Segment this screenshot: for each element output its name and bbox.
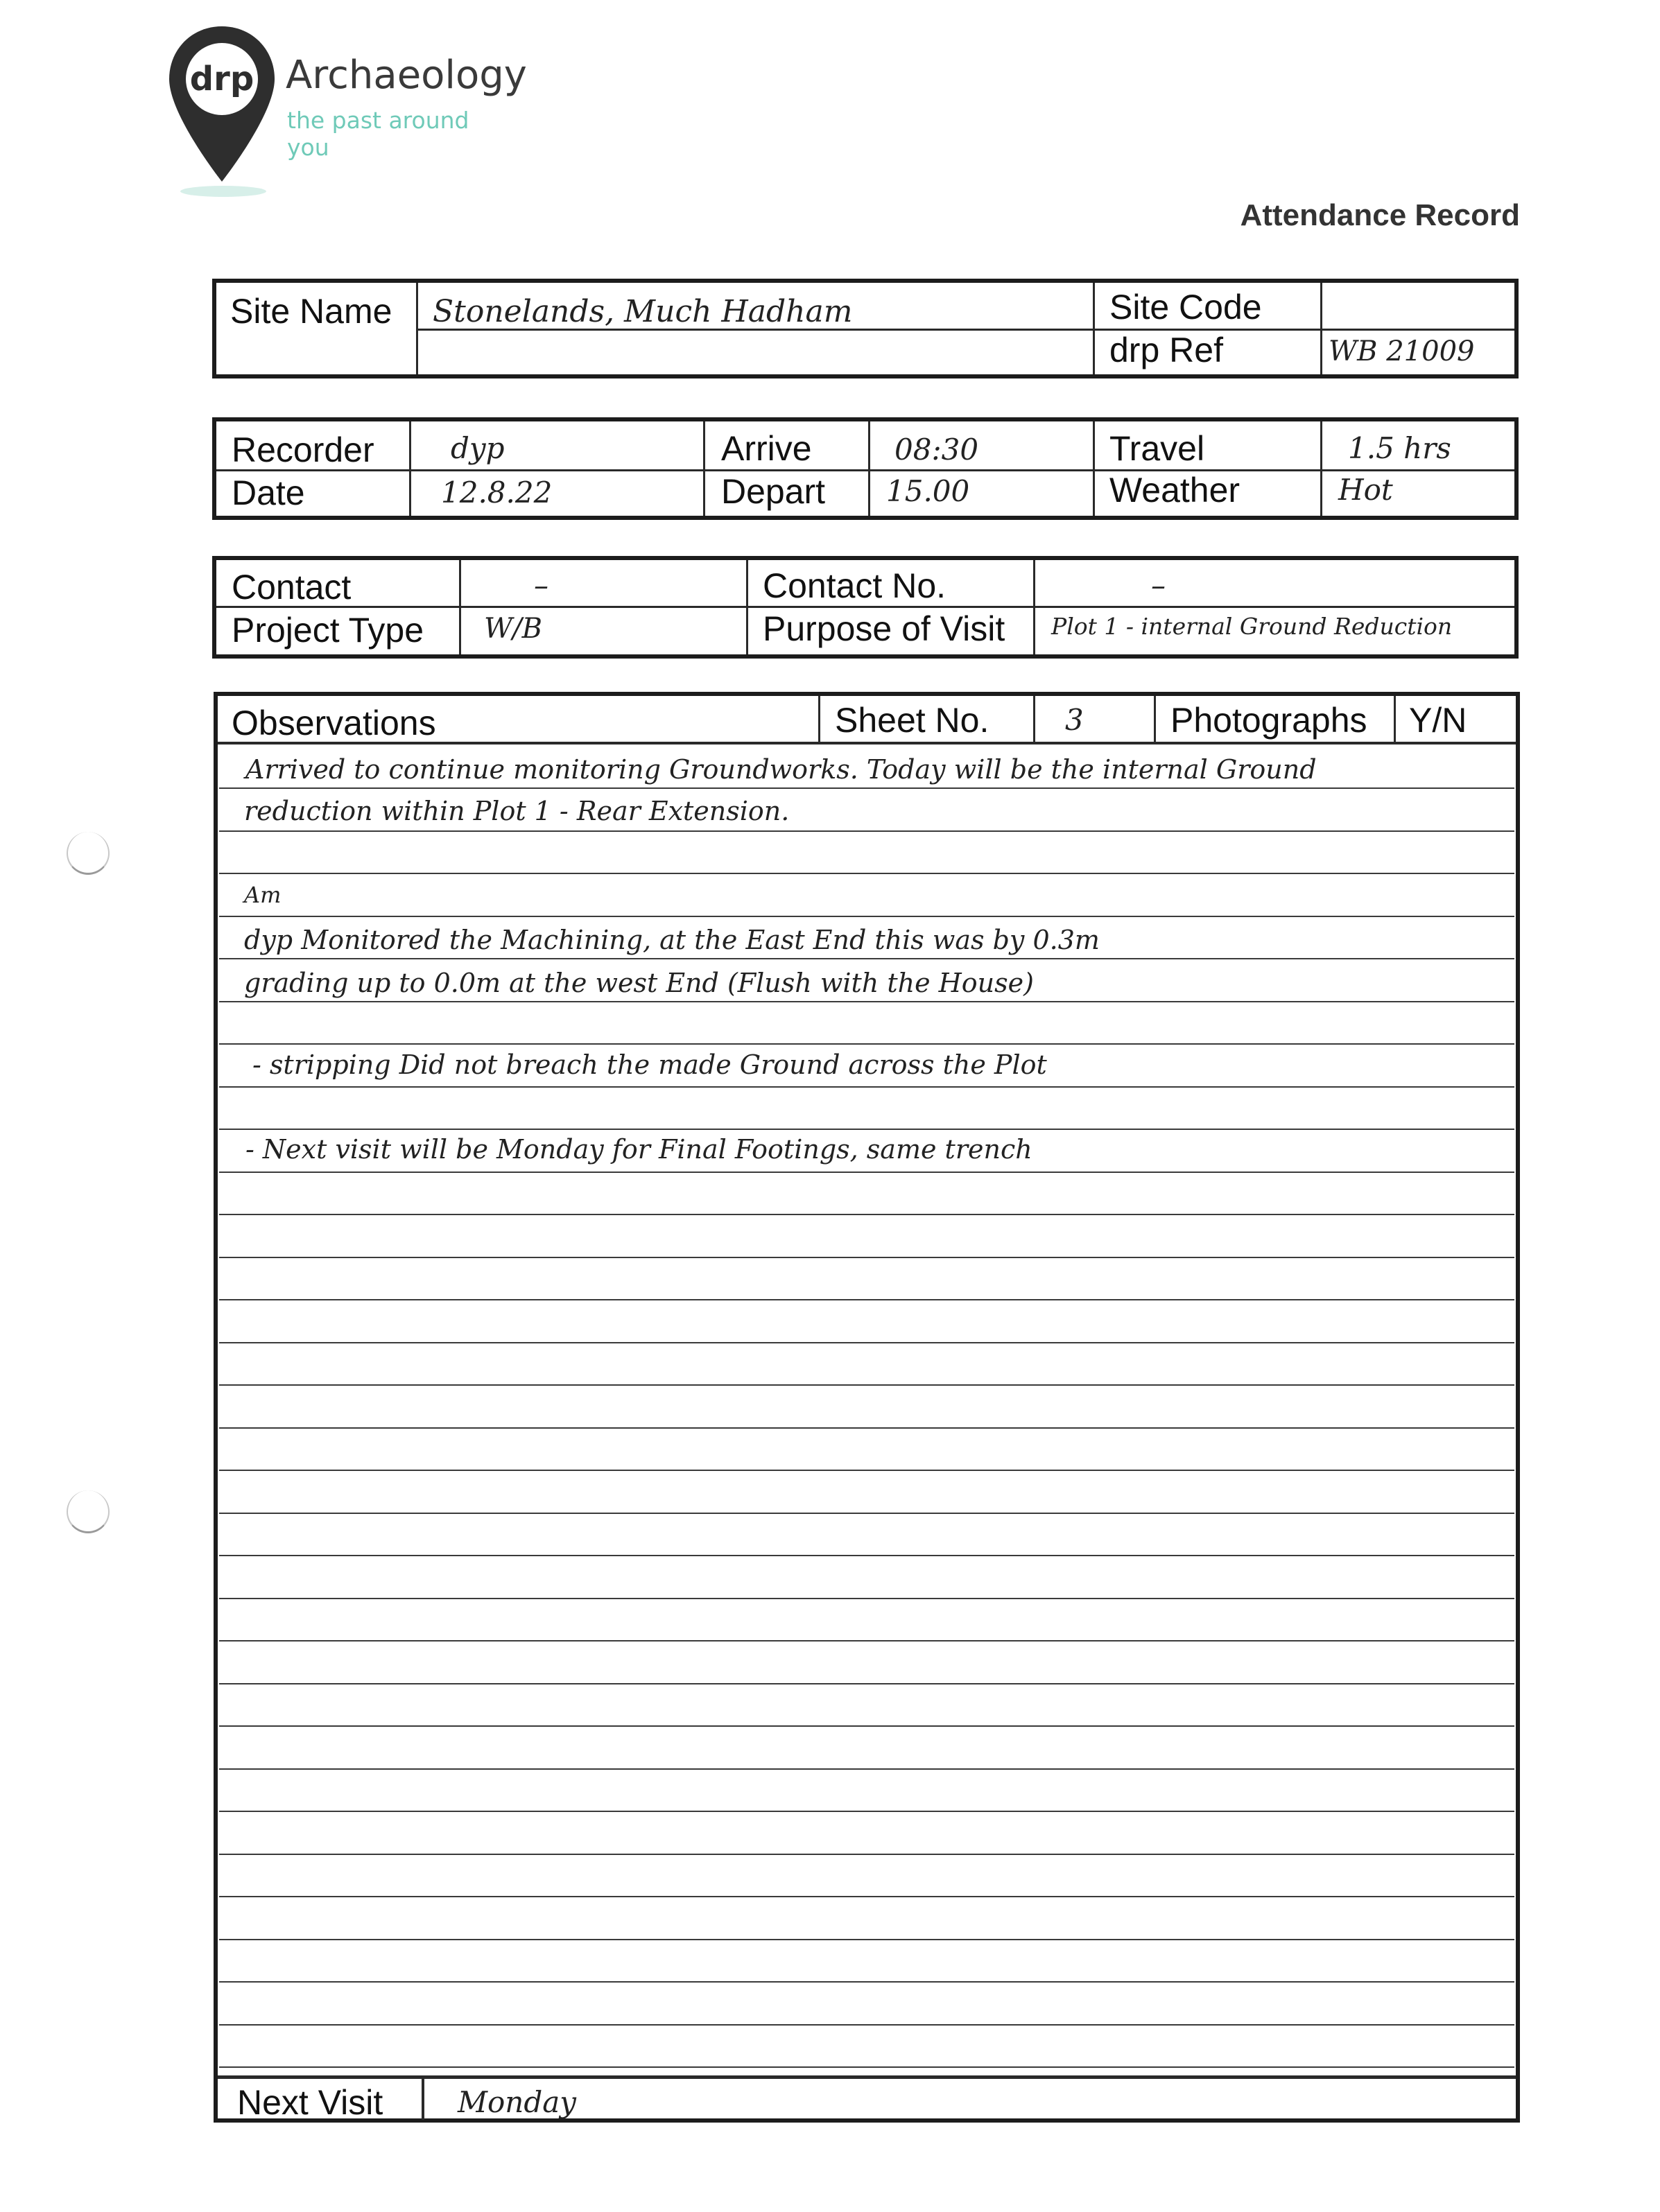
ruled-line <box>219 958 1514 959</box>
ruled-line <box>219 1129 1514 1130</box>
drp-ref-value: WB 21009 <box>1329 336 1475 367</box>
ruled-line <box>219 830 1514 832</box>
arrive-value: 08:30 <box>894 433 979 467</box>
observation-line-7: - stripping Did not breach the made Ground across the Plot <box>252 1050 1047 1080</box>
logo-tagline: the past around you <box>287 107 469 161</box>
site-name-value: Stonelands, Much Hadham <box>433 294 853 329</box>
next-visit-value: Monday <box>458 2085 576 2119</box>
ruled-line <box>219 1043 1514 1045</box>
logo-name: Archaeology <box>286 53 527 98</box>
contact-value: – <box>534 568 548 602</box>
travel-label: Travel <box>1109 429 1205 468</box>
ruled-line <box>219 1384 1514 1386</box>
depart-value: 15.00 <box>886 474 970 508</box>
ruled-line <box>219 1342 1514 1343</box>
ruled-line <box>219 1427 1514 1429</box>
ruled-line <box>219 1896 1514 1897</box>
document-title: Attendance Record <box>1240 198 1520 232</box>
project-type-value: W/B <box>484 613 542 645</box>
observation-line-8: - Next visit will be Monday for Final Footings, same trench <box>245 1134 1032 1165</box>
ruled-line <box>219 1001 1514 1002</box>
observation-line-5: dyp Monitored the Machining, at the East End this was by 0.3m <box>244 925 1100 955</box>
ruled-line <box>219 2066 1514 2068</box>
ruled-line <box>219 1811 1514 1812</box>
recorder-value: dyp <box>451 431 505 465</box>
ruled-line <box>219 1640 1514 1641</box>
observations-label: Observations <box>232 704 436 742</box>
ruled-line <box>219 1555 1514 1556</box>
arrive-label: Arrive <box>721 429 812 468</box>
contact-label: Contact <box>232 568 352 607</box>
ruled-line <box>219 1683 1514 1684</box>
date-value: 12.8.22 <box>441 476 553 510</box>
contact-no-value: – <box>1151 568 1166 602</box>
site-name-label: Site Name <box>230 292 392 331</box>
ruled-line <box>219 1470 1514 1471</box>
ruled-line <box>219 1299 1514 1300</box>
punch-hole-top <box>67 832 110 875</box>
next-visit-label: Next Visit <box>237 2083 383 2122</box>
ruled-line <box>219 1598 1514 1599</box>
ruled-line <box>219 2024 1514 2026</box>
weather-label: Weather <box>1109 471 1240 510</box>
ruled-line <box>219 1214 1514 1215</box>
purpose-value: Plot 1 - internal Ground Reduction <box>1051 613 1453 640</box>
photographs-value: Y/N <box>1409 701 1467 740</box>
ruled-line <box>219 1725 1514 1727</box>
punch-hole-bottom <box>67 1490 110 1533</box>
logo-mark: drp <box>189 60 254 98</box>
purpose-label: Purpose of Visit <box>763 609 1005 648</box>
sheet-no-value: 3 <box>1065 703 1084 737</box>
depart-label: Depart <box>721 472 826 511</box>
observations-section <box>214 692 1520 2123</box>
ruled-line <box>219 916 1514 917</box>
photographs-label: Photographs <box>1170 701 1367 740</box>
ruled-line <box>219 1086 1514 1088</box>
ruled-line <box>219 1172 1514 1173</box>
date-label: Date <box>232 473 305 512</box>
weather-value: Hot <box>1338 473 1393 507</box>
ruled-line <box>219 1513 1514 1514</box>
sheet-no-label: Sheet No. <box>835 701 989 740</box>
visit-section <box>212 417 1519 520</box>
company-logo <box>166 25 527 205</box>
ruled-line <box>219 873 1514 874</box>
travel-value: 1.5 hrs <box>1348 431 1451 465</box>
ruled-line <box>219 1257 1514 1258</box>
contact-no-label: Contact No. <box>763 566 946 605</box>
observation-line-4: Am <box>244 882 282 908</box>
observation-line-6: grading up to 0.0m at the west End (Flush with the House) <box>244 968 1034 998</box>
ruled-line <box>219 1854 1514 1855</box>
ruled-line <box>219 1939 1514 1940</box>
site-code-label: Site Code <box>1109 288 1262 326</box>
project-type-label: Project Type <box>232 611 424 650</box>
ruled-line <box>219 1768 1514 1770</box>
observation-line-2: reduction within Plot 1 - Rear Extension. <box>244 796 790 826</box>
recorder-label: Recorder <box>232 430 374 469</box>
observation-line-1: Arrived to continue monitoring Groundworks. Today will be the internal Ground <box>245 754 1317 785</box>
location-pin-icon <box>166 25 277 198</box>
ruled-line <box>219 787 1514 789</box>
drp-ref-label: drp Ref <box>1109 331 1223 369</box>
ruled-line <box>219 1981 1514 1983</box>
